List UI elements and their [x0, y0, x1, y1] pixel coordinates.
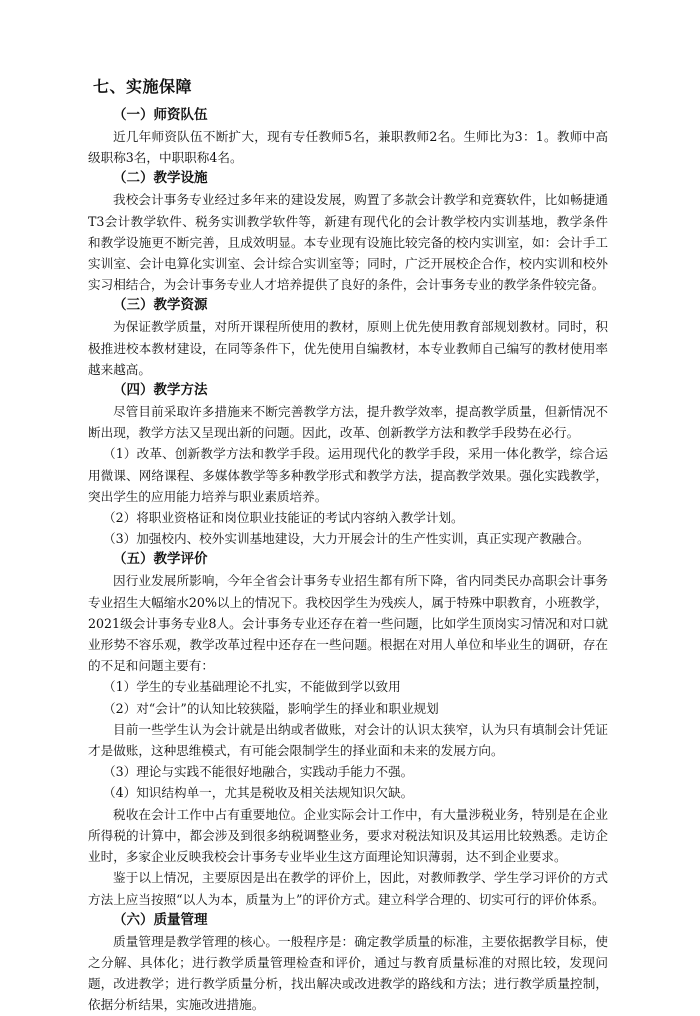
paragraph: 鉴于以上情况，主要原因是出在教学的评价上，因此，对教师教学、学生学习评价的方式方法上应当按照“以人为本，质量为上”的评价方式。建立科学合理的、切实可行的评价体系。 [88, 870, 608, 907]
section-heading: （一）师资队伍 [113, 107, 208, 123]
list-item: （2）对“会计”的认知比较狭隘，影响学生的择业和职业规划 [103, 700, 439, 716]
paragraph: 质量管理是教学管理的核心。一般程序是：确定教学质量的标准，主要依据教学目标，使之分解、具体化；进行教学质量管理检查和评价，通过与教育质量标准的对照比较，发现问题，改进教学；进行教学质量分析，找出解决或改进教学的路线和方法；进行教学质量控制，依据分析结果，实施改进措施。 [88, 933, 608, 1013]
paragraph: 近几年师资队伍不断扩大，现有专任教师5名，兼职教师2名。生师比为3：1。教师中高级职称3名，中职职称4名。 [88, 129, 608, 166]
list-item: （2）将职业资格证和岗位职业技能证的考试内容纳入教学计划。 [103, 510, 464, 526]
list-item: （1）学生的专业基础理论不扎实，不能做到学以致用 [103, 679, 401, 695]
section-heading: （二）教学设施 [113, 170, 208, 187]
paragraph: 我校会计事务专业经过多年来的建设发展，购置了多款会计教学和竞赛软件，比如畅捷通T3会计教学软件、税务实训教学软件等，新建有现代化的会计教学校内实训基地，教学条件和教学设施更不断完善，且成效明显。本专业现有设施比较完备的校内实训室，如：会计手工实训室、会计电算化实训室、会计综合实训室等；同时，广泛开展校企合作，校内实训和校外实习相结合，为会计事务专业人才培养提供了良好的条件，会计事务专业的教学条件较完备。 [88, 192, 608, 293]
paragraph: 因行业发展所影响，今年全省会计事务专业招生都有所下降，省内同类民办高职会计事务专业招生大幅缩水20%以上的情况下。我校因学生为残疾人，属于特殊中职教育，小班教学，2021级会计事务专业8人。会计事务专业还存在着一些问题，比如学生顶岗实习情况和对口就业形势不容乐观，教学改革过程中还存在一些问题。根据在对用人单位和毕业生的调研，存在的不足和问题主要有： [88, 573, 608, 674]
paragraph: 税收在会计工作中占有重要地位。企业实际会计工作中，有大量涉税业务，特别是在企业所得税的计算中，都会涉及到很多纳税调整业务，要求对税法知识及其运用比较熟悉。走访企业时，多家企业反映我校会计事务专业毕业生这方面理论知识薄弱，达不到企业要求。 [88, 806, 608, 865]
section-heading: （六）质量管理 [113, 911, 208, 928]
section-heading: （三）教学资源 [113, 297, 208, 314]
list-item: （3）加强校内、校外实训基地建设，大力开展会计的生产性实训，真正实现产教融合。 [103, 531, 590, 547]
list-item: （4）知识结构单一，尤其是税收及相关法规知识欠缺。 [103, 785, 414, 801]
list-item: （1）改革、创新教学方法和教学手段。运用现代化的教学手段，采用一体化教学，综合运用微课、网络课程、多媒体教学等多种教学形式和教学方法，提高教学效果。强化实践教学，突出学生的应用能力培养与职业素质培养。 [88, 446, 608, 504]
document-body [88, 105, 608, 1016]
paragraph: 为保证教学质量，对所开课程所使用的教材，原则上优先使用教育部规划教材。同时，积极推进校本教材建设，在同等条件下，优先使用自编教材，本专业教师自己编写的教材使用率越来越高。 [88, 319, 608, 377]
section-heading: （四）教学方法 [113, 382, 208, 399]
list-item: （3）理论与实践不能很好地融合，实践动手能力不强。 [103, 764, 414, 780]
paragraph: 目前一些学生认为会计就是出纳或者做账，对会计的认识太狭窄，认为只有填制会计凭证才是做账，这种思维模式，有可能会限制学生的择业面和未来的发展方向。 [88, 721, 608, 759]
section-heading: （五）教学评价 [113, 551, 208, 568]
chapter-title: 七、实施保障 [93, 77, 193, 96]
paragraph: 尽管目前采取许多措施来不断完善教学方法，提升教学效率，提高教学质量，但新情况不断出现，教学方法又呈现出新的问题。因此，改革、创新教学方法和教学手段势在必行。 [88, 404, 608, 441]
